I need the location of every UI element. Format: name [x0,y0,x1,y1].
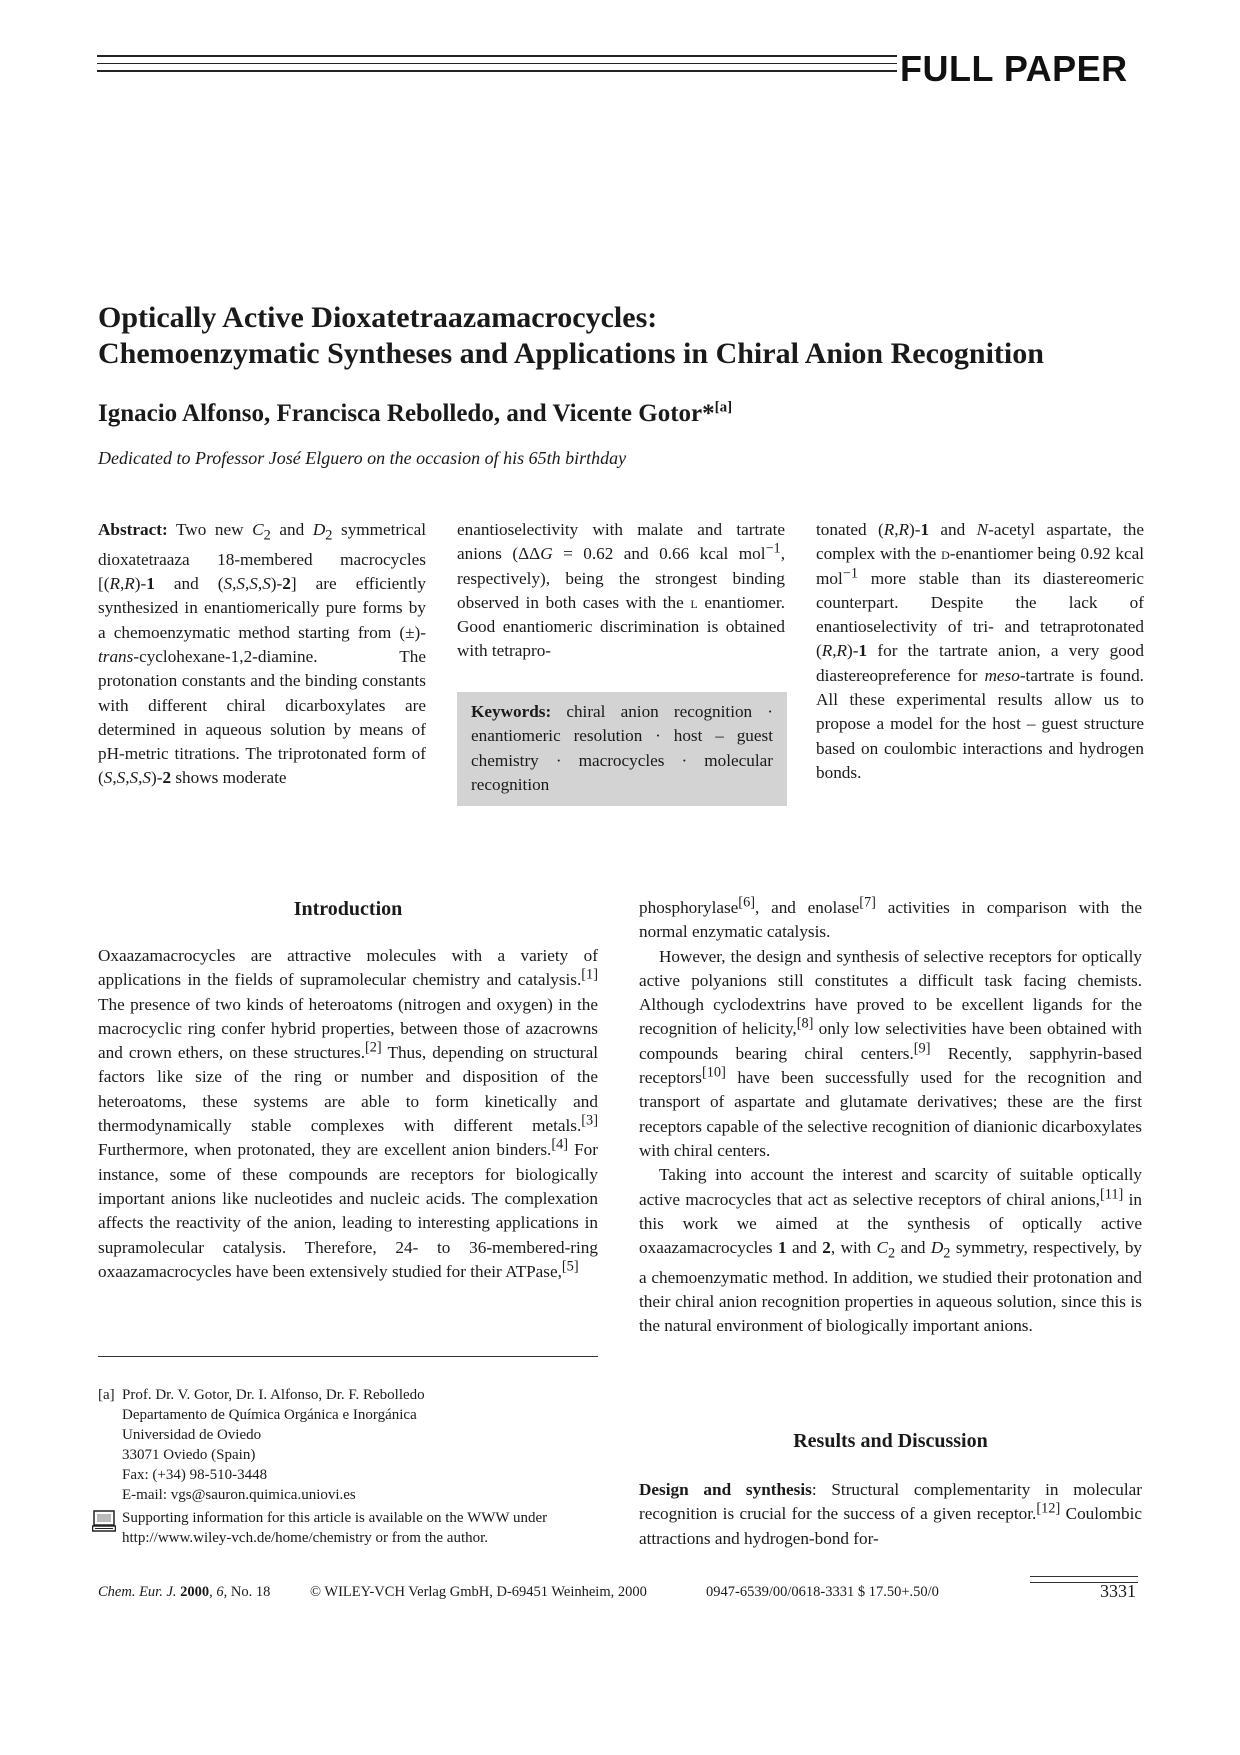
abstract-label: Abstract: [98,520,168,539]
title-line-2: Chemoenzymatic Syntheses and Applications in Chiral Anion Recognition [98,337,1044,370]
footnote-line: Prof. Dr. V. Gotor, Dr. I. Alfonso, Dr. F. Rebolledo [122,1387,425,1403]
section-label: FULL PAPER [900,48,1128,89]
footnote-line: 33071 Oviedo (Spain) [122,1447,256,1463]
footnote-email: E-mail: vgs@sauron.quimica.uniovi.es [122,1487,356,1503]
abstract-col-1: Abstract: Two new $C_2$ and $D_2$ symmetrical dioxatetraaza 18-membered macrocycles [(R,R)-1 and (S,S,S,S)-2] are efficiently synthesized in enantiomerically pure forms by a chemoenzymatic method starting from (±)-trans-cyclohexane-1,2-diamine. The protonation constants and the binding constants with different chiral dicarboxylates are determined in aqueous solution by means of pH-metric titrations. The triprotonated form of (S,S,S,S)-2 shows moderate [98,520,427,788]
header-rule [97,55,897,78]
dedication: Dedicated to Professor José Elguero on the occasion of his 65th birthday [98,448,627,468]
supporting-info [92,1508,612,1548]
keywords-box [457,692,787,806]
right-column-text: phosphorylase[6], and enolase[7] activities in comparison with the normal enzymatic catalysis. However, the design and synthesis of selective receptors for optically active polyanions still constitutes a difficult task facing chemists. Although cyclodextrins have proved to be excellent ligands for the recognition of helicity,[8] only low selectivities have been obtained with compounds bearing chiral centers.[9] Recently, sapphyrin-based receptors[10] have been successfully used for the recognition and transport of aspartate and glutamate derivatives; these are the first receptors capable of the selective recognition of dianionic dicarboxylates with chiral centers. Taking into account the interest and scarcity of suitable optically active macrocycles that act as selective receptors of chiral anions,[11] in this work we aimed at the synthesis of optically active oxaazamacrocycles 1 and 2, with $C_2$ and $D_2$ symmetry, respectively, by a chemoenzymatic method. In addition, we studied their protonation and their chiral anion recognition properties in aqueous solution, since this is the natural environment of biologically important anions. [639,894,1143,1336]
footnote-line: Universidad de Oviedo [122,1427,262,1443]
author-names: Ignacio Alfonso, Francisca Rebolledo, and Vicente Gotor* [98,400,715,427]
journal-year: 2000 [180,1584,210,1600]
paper-title [98,300,1158,372]
article-code: 0947-6539/00/0618-3331 $ 17.50+.50/0 [706,1584,939,1600]
computer-icon [92,1510,116,1532]
results-heading: Results and Discussion [793,1430,988,1452]
publisher-line: © WILEY-VCH Verlag GmbH, D-69451 Weinheim, 2000 [310,1584,647,1600]
abstract-col-2: enantioselectivity with malate and tartrate anions (ΔΔG = 0.62 and 0.66 kcal mol$^{-1}$, respectively), being the strongest binding observed in both cases with the l enantiomer. Good enantiomeric discrimination is obtained with tetrapro- [457,520,786,661]
footnote-tag: [a] [98,1387,115,1403]
design-label: Design and synthesis [639,1480,812,1499]
footnote-rule [98,1356,598,1357]
introduction-text: Oxaazamacrocycles are attractive molecules with a variety of applications in the fields of supramolecular chemistry and catalysis.[1] The presence of two kinds of heteroatoms (nitrogen and oxygen) in the macrocyclic ring confer hybrid properties, between those of azacrowns and crown ethers, on these structures.[2] Thus, depending on structural factors like size of the ring or number and disposition of the heteroatoms, these systems are able to form kinetically and thermodynamically stable complexes with different metals.[3] Furthermore, when protonated, they are excellent anion binders.[4] For instance, some of these compounds are receptors for biologically important anions like nucleotides and nucleic acids. The complexation affects the reactivity of the anion, leading to interesting applications in supramolecular catalysis. Therefore, 24- to 36-membered-ring oxaazamacrocycles have been extensively studied for their ATPase,[5] [98,946,598,1281]
journal-citation: Chem. Eur. J. 2000, 6, No. 18 [98,1584,271,1600]
footnote-line: Fax: (+34) 98-510-3448 [122,1467,268,1483]
footnote-line: Departamento de Química Orgánica e Inorgánica [122,1407,417,1423]
abstract-col-3: tonated (R,R)-1 and N-acetyl aspartate, the complex with the d-enantiomer being 0.92 kcal mol$^{-1}$ more stable than its diastereomeric counterpart. Despite the lack of enantioselectivity of tri- and tetraprotonated (R,R)-1 for the tartrate anion, a very good diastereopreference for meso-tartrate is found. All these experimental results allow us to propose a model for the host – guest structure based on coulombic interactions and hydrogen bonds. [816,520,1144,782]
affiliation-mark: [a] [714,399,733,416]
introduction-heading: Introduction [293,898,403,920]
journal-issue: , No. 18 [223,1584,271,1600]
journal-volume: 6 [216,1584,224,1600]
keywords-label: Keywords: [471,702,552,721]
journal-name: Chem. Eur. J. [98,1584,177,1600]
supporting-info-text: Supporting information for this article is available on the WWW under http://www.wiley-vch.de/home/chemistry or from the author. [122,1510,548,1546]
title-line-1: Optically Active Dioxatetraazamacrocycles: [98,301,658,334]
authors [98,400,732,428]
keywords-text: chiral anion recognition · enantiomeric resolution · host – guest chemistry · macrocycles · molecular recognition [471,702,774,794]
design-text: Design and synthesis: Structural complementarity in molecular recognition is crucial for the success of a given receptor.[12] Coulombic attractions and hydrogen-bond for- [639,1480,1143,1548]
affiliation-footnote [98,1385,608,1505]
page-number: 3331 [1100,1581,1136,1601]
